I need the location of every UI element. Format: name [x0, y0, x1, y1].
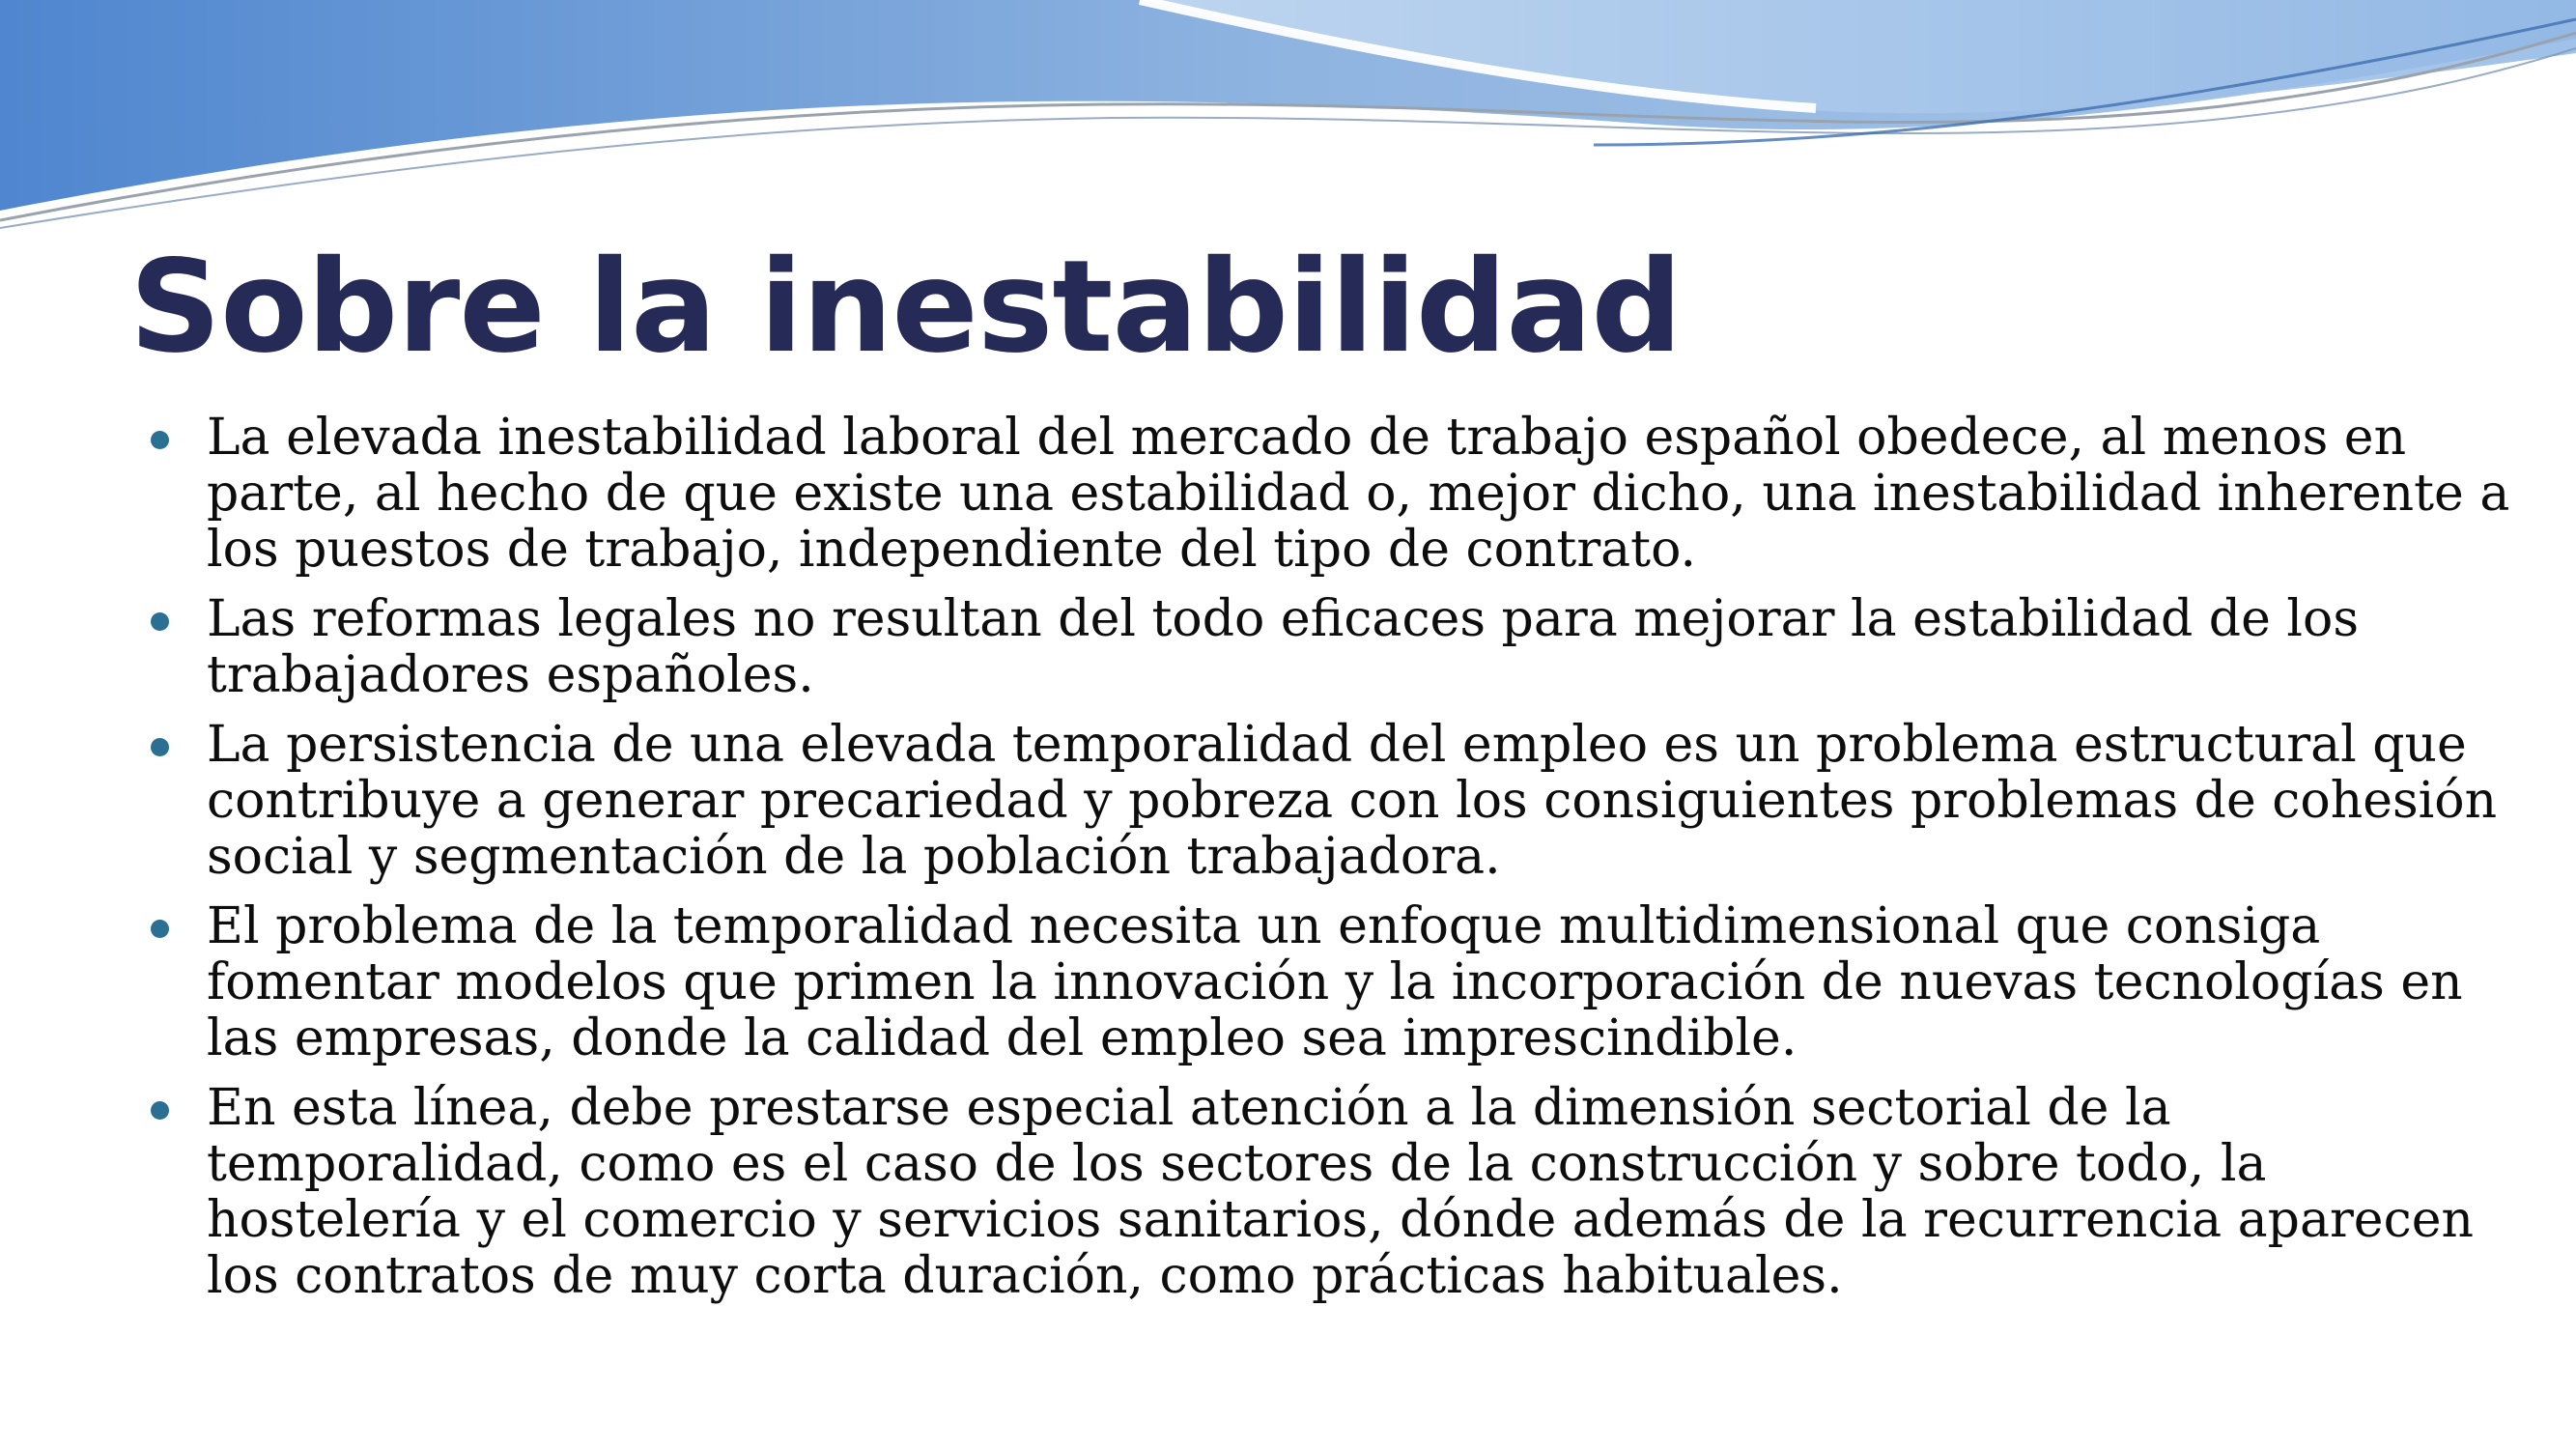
bullet-list	[145, 410, 2511, 1318]
bullet-text: La persistencia de una elevada temporalidad del empleo es un problema estructural que contribuye a generar precariedad y pobreza con los consiguientes problemas de cohesión social y segmentación de la población trabajadora.	[207, 716, 2498, 886]
bullet-text: Las reformas legales no resultan del todo eficaces para mejorar la estabilidad de los trabajadores españoles.	[207, 590, 2360, 704]
bullet-item	[145, 717, 2511, 885]
bullet-dot-icon	[151, 431, 169, 449]
bullet-dot-icon	[151, 920, 169, 938]
bullet-text: El problema de la temporalidad necesita un enfoque multidimensional que consiga fomentar modelos que primen la innovación y la incorporación de nuevas tecnologías en las empresas, donde la calidad del empleo sea imprescindible.	[207, 897, 2463, 1067]
bullet-text: La elevada inestabilidad laboral del mercado de trabajo español obedece, al menos en parte, al hecho de que existe una estabilidad o, mejor dicho, una inestabilidad inherente a los puestos de trabajo, independiente del tipo de contrato.	[207, 409, 2510, 579]
slide-title: Sobre la inestabilidad	[129, 233, 1682, 382]
bullet-dot-icon	[151, 738, 169, 756]
bullet-dot-icon	[151, 612, 169, 631]
bullet-item	[145, 898, 2511, 1066]
header-wave-decoration	[0, 0, 2576, 232]
bullet-dot-icon	[151, 1101, 169, 1120]
bullet-item	[145, 1080, 2511, 1304]
bullet-item	[145, 591, 2511, 703]
bullet-item	[145, 410, 2511, 578]
bullet-text: En esta línea, debe prestarse especial atención a la dimensión sectorial de la temporalidad, como es el caso de los sectores de la construcción y sobre todo, la hostelería y el comercio y servicios sanitarios, dónde además de la recurrencia aparecen los contratos de muy corta duración, como prácticas habituales.	[207, 1079, 2474, 1305]
